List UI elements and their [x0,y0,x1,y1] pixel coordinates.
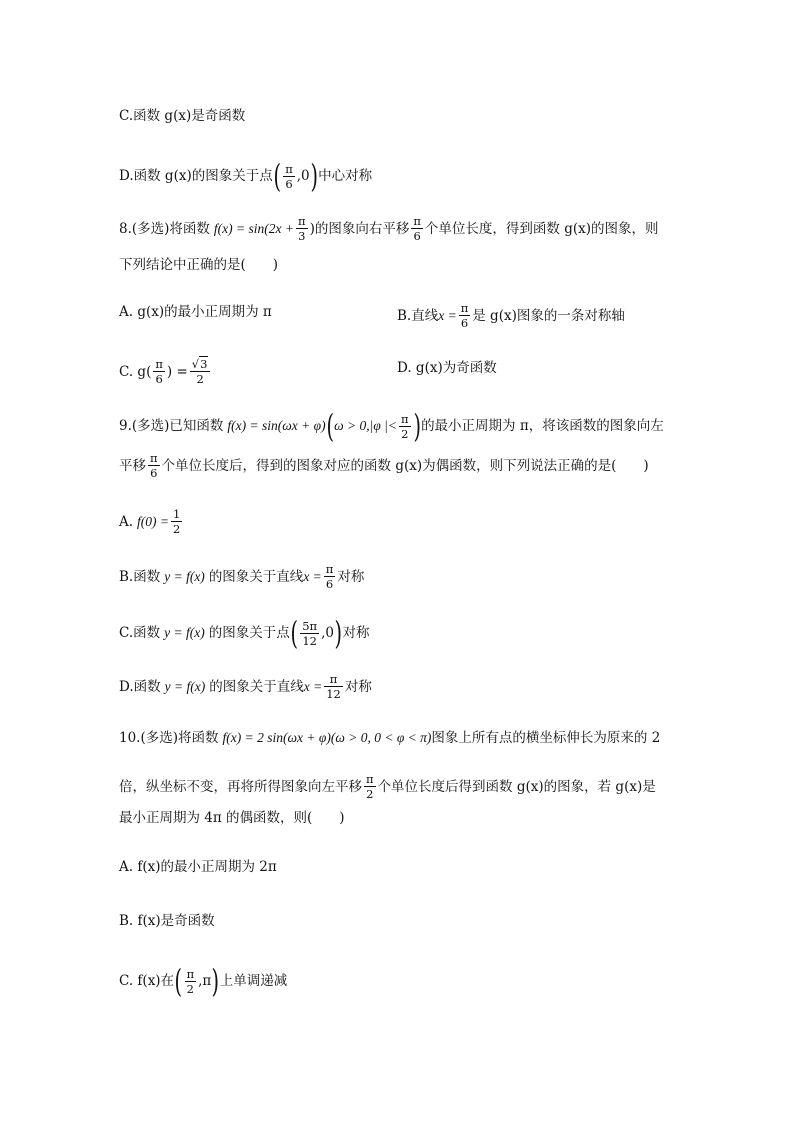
option-text: C.函数 g(x)是奇函数 [119,108,246,124]
option-9a: A. f(0) = $\frac{1}{2}$ [119,507,181,536]
question-9-stem-line2: 平移 $\frac{\pi}{6}$ 个单位长度后，得到的图象对应的函数 g(x)为偶函数，则下列说法正确的是( ) [119,451,649,480]
parenthesized-condition: ( ω > 0,|φ |< $\frac{\pi}{2}$ ) [326,407,421,445]
option-text: 中心对称 [318,168,373,184]
question-10-stem-line3: 最小正周期为 4π 的偶函数，则( ) [119,810,345,826]
fraction: $\frac{\pi}{6}$ [285,161,293,191]
option-10b: B. f(x)是奇函数 [119,913,215,929]
question-9-stem: 9.(多选)已知函数 f(x) = sin(ωx + φ) ( ω > 0,|φ |< $\frac{\pi}{2}$ ) 的最小正周期为 π，将该函数的图象向左 [119,407,664,445]
option-7d [119,157,373,195]
fraction: $\frac{1}{2}$ [173,507,181,536]
question-10-stem: 10.(多选)将函数 f(x) = 2 sin(ωx + φ)(ω > 0, 0 < φ < π) 图象上所有点的横坐标伸长为原来的 2 [119,730,661,746]
option-text: D.函数 g(x)的图象关于点 [119,168,273,184]
fraction: $\frac{\pi}{2}$ [366,772,374,801]
question-8-stem: 8.(多选)将函数 f(x) = sin(2x + $\frac{\pi}{3}$ )的图象向右平移 $\frac{\pi}{6}$ 个单位长度，得到函数 g(x)的图象，则 [119,214,659,243]
fraction: $\frac{\pi}{6}$ [460,301,469,330]
parenthesized-interval: ( $\frac{\pi}{2}$ ,π ) [174,962,220,1000]
fraction: $\frac{\pi}{6}$ [413,214,421,243]
option-8a: A. g(x)的最小正周期为 π [119,304,272,320]
option-9b: B.函数 y = f(x) 的图象关于直线 x = $\frac{\pi}{6}$ 对称 [119,562,365,591]
fraction: $\frac{\pi}{12}$ [326,672,341,701]
option-9c: C.函数 y = f(x) 的图象关于点 ( $\frac{5\pi}{12}$ ,0 ) 对称 [119,614,370,652]
fraction: $\frac{\pi}{2}$ [186,966,195,996]
option-10c: C. f(x)在 ( $\frac{\pi}{2}$ ,π ) 上单调递减 [119,962,288,1000]
parenthesized-point: ( $\frac{\pi}{6}$ ,0 ) [273,157,318,195]
question-8-stem-line2: 下列结论中正确的是( ) [119,257,279,273]
fraction: $\frac{\pi}{6}$ [150,451,158,480]
option-9d: D.函数 y = f(x) 的图象关于直线 x = $\frac{\pi}{12}$ 对称 [119,672,372,701]
option-8c: C. g( $\frac{\pi}{6}$ ) = $\frac{√3}{2}$ [119,358,212,385]
parenthesized-point: ( $\frac{5\pi}{12}$ ,0 ) [290,614,342,652]
fraction: $\frac{\pi}{6}$ [155,357,163,386]
fraction: $\frac{√3}{2}$ [190,358,211,385]
option-7c [119,106,245,126]
fraction: $\frac{\pi}{3}$ [298,214,306,243]
option-8b: B.直线 x = $\frac{\pi}{6}$ 是 g(x)图象的一条对称轴 [397,301,625,330]
fraction: $\frac{\pi}{6}$ [325,562,334,591]
fraction: $\frac{5\pi}{12}$ [302,618,318,648]
question-10-stem-line2: 倍，纵坐标不变，再将所得图象向左平移 $\frac{\pi}{2}$ 个单位长度后得到函数 g(x)的图象，若 g(x)是 [119,772,656,801]
option-10a: A. f(x)的最小正周期为 2π [119,859,277,875]
option-8d: D. g(x)为奇函数 [397,360,497,376]
fraction: $\frac{\pi}{2}$ [401,411,409,441]
